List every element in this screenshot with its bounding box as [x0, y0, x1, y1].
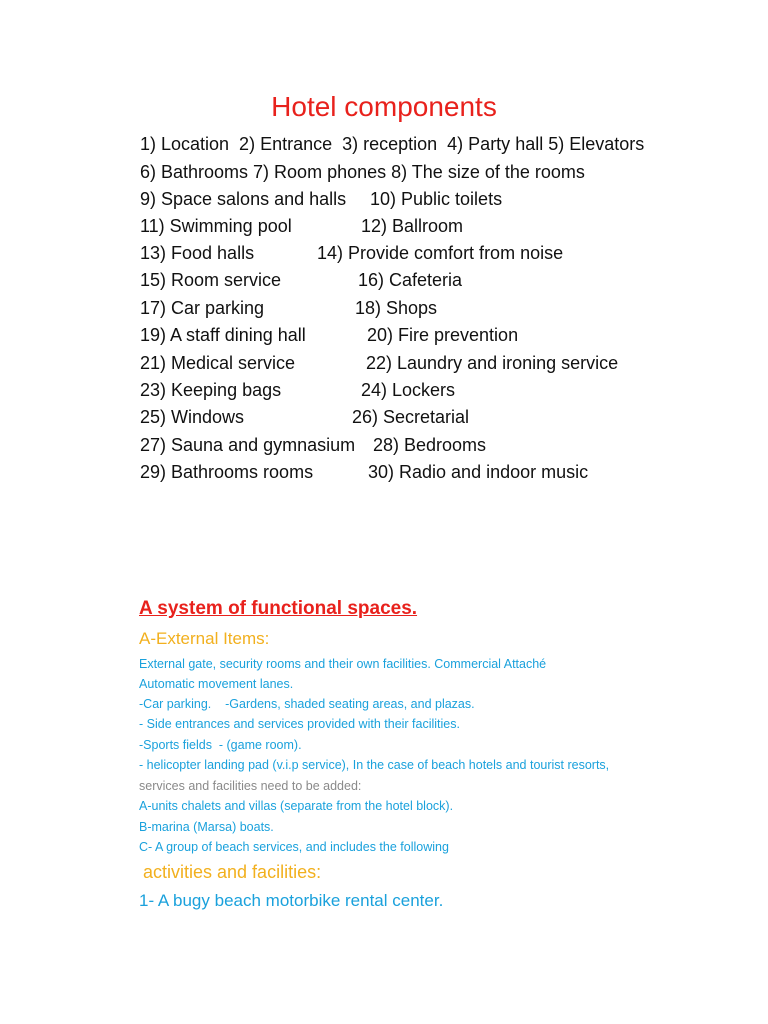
body-line: - Side entrances and services provided with their facilities.	[139, 717, 460, 731]
list-item	[140, 160, 700, 184]
body-line: -Sports fields - (game room).	[139, 738, 302, 752]
list-item	[140, 241, 700, 265]
body-line: -Car parking. -Gardens, shaded seating areas, and plazas.	[139, 697, 475, 711]
list-item-left: 27) Sauna and gymnasium	[140, 435, 356, 455]
list-item	[140, 296, 700, 320]
list-item	[140, 433, 700, 457]
list-item	[140, 187, 700, 211]
list-item-right: 20) Fire prevention	[367, 325, 519, 345]
body-line: - helicopter landing pad (v.i.p service), In the case of beach hotels and tourist resorts,	[139, 758, 610, 772]
activity-item: 1- A bugy beach motorbike rental center.	[139, 891, 444, 910]
list-item-text: 1) Location 2) Entrance 3) reception 4) Party hall 5) Elevators	[140, 134, 645, 154]
body-line: A-units chalets and villas (separate from the hotel block).	[139, 799, 454, 813]
activities-heading: activities and facilities:	[143, 862, 322, 882]
list-item-text: 6) Bathrooms 7) Room phones 8) The size of the rooms	[140, 162, 585, 182]
sub-heading: A-External Items:	[139, 629, 270, 648]
list-item-left: 19) A staff dining hall	[140, 325, 306, 345]
list-item-right: 16) Cafeteria	[358, 270, 463, 290]
body-line: External gate, security rooms and their own facilities. Commercial Attaché	[139, 657, 547, 671]
list-item-left: 17) Car parking	[140, 298, 265, 318]
list-item	[140, 460, 700, 484]
list-item	[140, 132, 700, 156]
list-item	[140, 378, 700, 402]
list-item-right: 26) Secretarial	[352, 407, 470, 427]
page-title: Hotel components	[271, 91, 497, 122]
list-item-right: 14) Provide comfort from noise	[317, 243, 564, 263]
body-line: Automatic movement lanes.	[139, 677, 294, 691]
list-item-left: 13) Food halls	[140, 243, 255, 263]
list-item-left: 23) Keeping bags	[140, 380, 282, 400]
list-item	[140, 405, 700, 429]
list-item	[140, 268, 700, 292]
list-item-right: 12) Ballroom	[361, 216, 464, 236]
list-item	[140, 323, 700, 347]
list-item-right: 18) Shops	[355, 298, 438, 318]
section-heading: A system of functional spaces.	[139, 598, 418, 619]
list-item-left: 25) Windows	[140, 407, 245, 427]
list-item-left: 11) Swimming pool	[140, 216, 292, 236]
list-item-left: 21) Medical service	[140, 353, 296, 373]
body-line: services and facilities need to be added:	[139, 779, 362, 793]
list-item-left: 15) Room service	[140, 270, 282, 290]
list-item-right: 30) Radio and indoor music	[368, 462, 589, 482]
body-line: B-marina (Marsa) boats.	[139, 820, 274, 834]
list-item-left: 29) Bathrooms rooms	[140, 462, 314, 482]
list-item-right: 22) Laundry and ironing service	[366, 353, 619, 373]
list-item	[140, 351, 700, 375]
list-item-left: 9) Space salons and halls	[140, 189, 347, 209]
list-item	[140, 214, 700, 238]
list-item-right: 10) Public toilets	[370, 189, 503, 209]
body-line: C- A group of beach services, and includes the following	[139, 840, 449, 854]
list-item-right: 28) Bedrooms	[373, 435, 487, 455]
list-item-right: 24) Lockers	[361, 380, 456, 400]
